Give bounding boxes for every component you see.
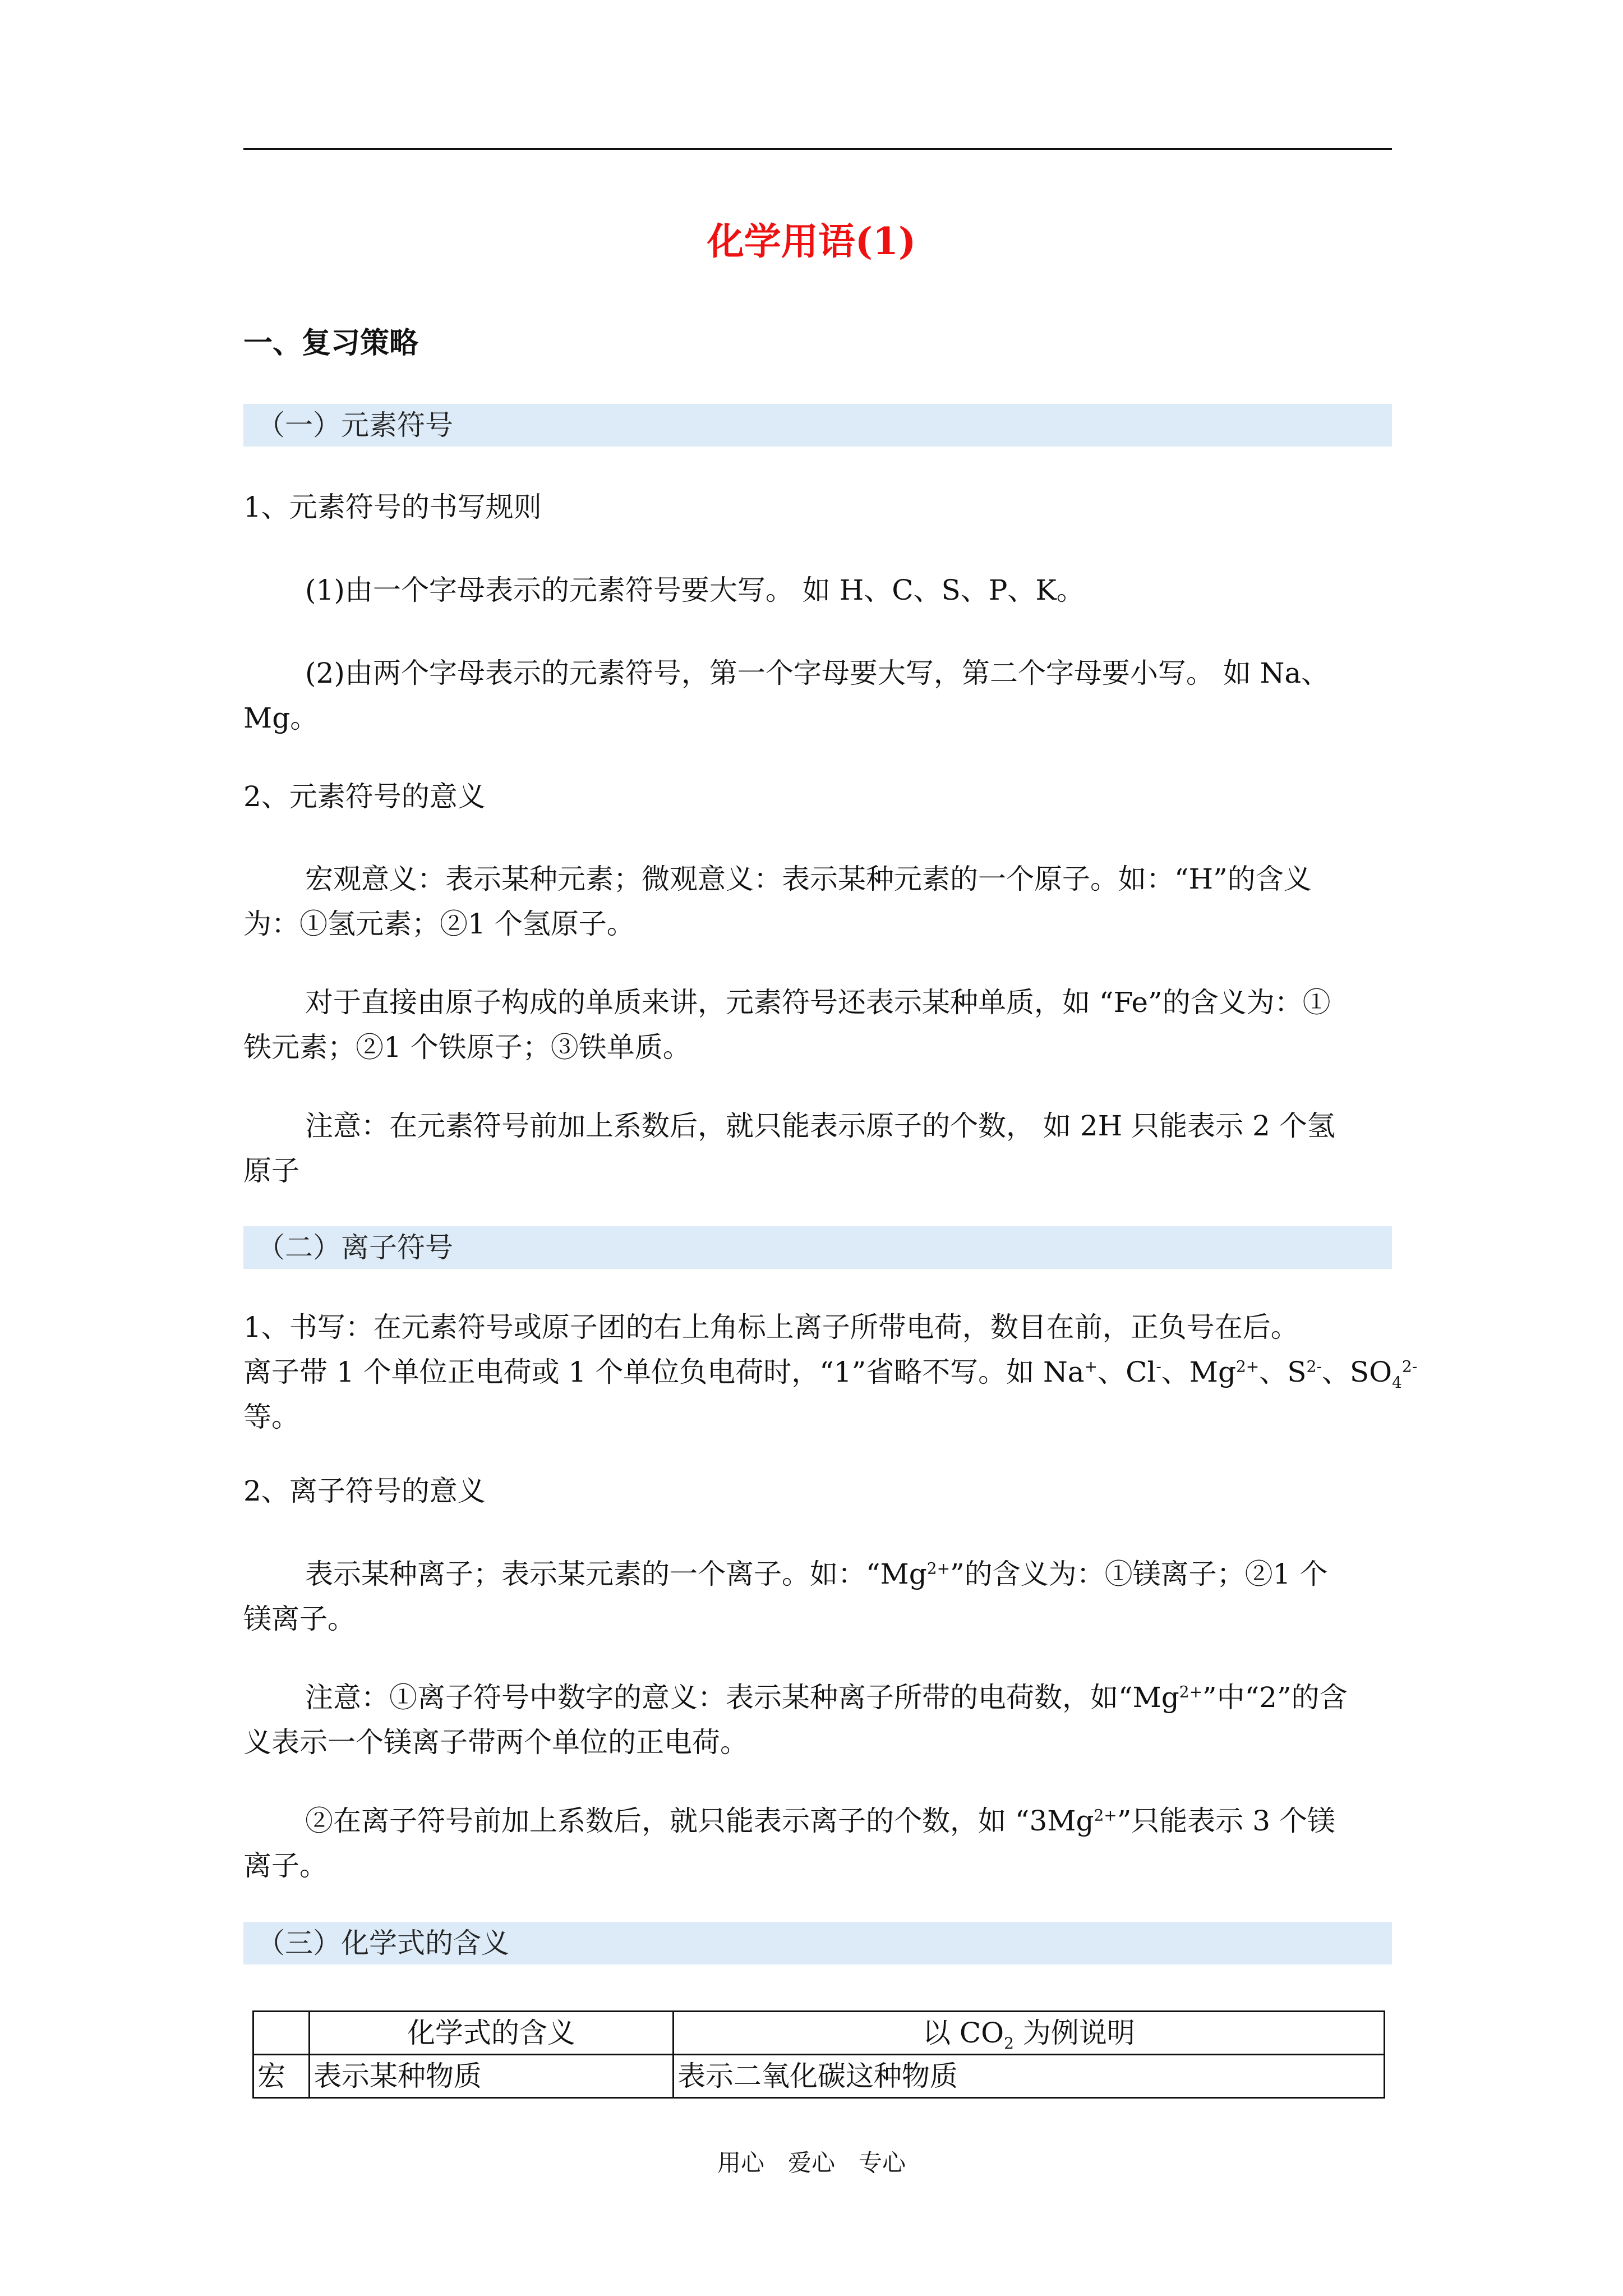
table-cell: 表示某种物质 — [309, 2055, 673, 2098]
text-line: 1、书写：在元素符号或原子团的右上角标上离子所带电荷，数目在前，正负号在后。 — [243, 1311, 1299, 1343]
table-header-co2 — [673, 2012, 1384, 2055]
paragraph-writing-rules-heading — [243, 485, 1392, 530]
paragraph-ion-writing — [243, 1305, 1418, 1439]
text-line: 宏观意义：表示某种元素；微观意义：表示某种元素的一个原子。如：“H”的含义 — [305, 863, 1312, 895]
subsection-band-label: （一）元素符号 — [257, 409, 453, 441]
paragraph-rule-2 — [243, 651, 1392, 740]
ion-mg: Mg — [1189, 1356, 1236, 1388]
paragraph-macro-micro-meaning — [243, 857, 1392, 946]
charge-sup: 2+ — [1094, 1806, 1117, 1825]
ion-cl: Cl — [1126, 1356, 1156, 1388]
subsection-band-label: （三）化学式的含义 — [257, 1927, 509, 1959]
ion-so4: SO — [1349, 1356, 1393, 1388]
section-heading-review-strategy: 一、复习策略 — [243, 326, 419, 360]
separator: 、 — [1259, 1356, 1288, 1388]
paragraph-note-coefficient — [243, 1103, 1392, 1193]
subsection-band-element-symbols — [243, 404, 1392, 447]
subscript: 4 — [1392, 1373, 1402, 1392]
text-line: (2)由两个字母表示的元素符号，第一个字母要大写，第二个字母要小写。 如 Na、 — [305, 657, 1330, 689]
text-line: 注意：在元素符号前加上系数后，就只能表示原子的个数， 如 2H 只能表示 2 个氢 — [305, 1110, 1335, 1142]
text-line — [243, 1552, 1392, 1596]
subsection-band-formula-meaning — [243, 1922, 1392, 1964]
paragraph-elemental-substance — [243, 980, 1392, 1070]
text-segment: 为例说明 — [1014, 2017, 1135, 2049]
paragraph-ion-meaning-heading — [243, 1469, 1392, 1513]
paragraph-ion-note-1 — [243, 1675, 1392, 1765]
paragraph-ion-note-2 — [243, 1798, 1392, 1888]
charge-sup: - — [1156, 1357, 1161, 1376]
text-line — [243, 1798, 1392, 1843]
subsection-band-ion-symbols — [243, 1226, 1392, 1269]
separator: 、 — [1161, 1356, 1189, 1388]
text-line: 原子 — [243, 1154, 299, 1187]
paragraph-rule-1 — [243, 568, 1454, 613]
text-segment: 以 CO — [923, 2017, 1004, 2049]
table-row — [253, 2055, 1385, 2098]
table-header-meaning: 化学式的含义 — [309, 2012, 673, 2055]
formula-meaning-table — [252, 2010, 1385, 2099]
page-footer: 用心 爱心 专心 — [717, 2149, 906, 2177]
text-line: 等。 — [243, 1401, 299, 1433]
paragraph-ion-meaning — [243, 1552, 1392, 1641]
text-segment: ”的含义为：①镁离子；②1 个 — [950, 1558, 1328, 1590]
separator: 、 — [1098, 1356, 1126, 1388]
text-line: 为：①氢元素；②1 个氢原子。 — [243, 908, 635, 940]
ion-s: S — [1287, 1356, 1307, 1388]
subscript: 2 — [1004, 2034, 1014, 2053]
text-segment: ”中“2”的含 — [1202, 1681, 1348, 1714]
text-line: Mg。 — [243, 702, 319, 734]
table-cell: 表示二氧化碳这种物质 — [673, 2055, 1384, 2098]
text-line: 义表示一个镁离子带两个单位的正电荷。 — [243, 1726, 748, 1759]
text-segment: ②在离子符号前加上系数后，就只能表示离子的个数，如 “3Mg — [305, 1805, 1094, 1837]
table-cell: 宏 — [253, 2055, 310, 2098]
text-line: 铁元素；②1 个铁原子；③铁单质。 — [243, 1031, 691, 1064]
charge-sup: 2- — [1401, 1357, 1418, 1376]
page-title: 化学用语(1) — [707, 219, 916, 263]
ion-na: Na — [1043, 1356, 1085, 1388]
text-line: 2、离子符号的意义 — [243, 1475, 486, 1507]
header-rule — [243, 148, 1392, 150]
text-line: 1、元素符号的书写规则 — [243, 491, 542, 523]
text-line: 离子。 — [243, 1849, 328, 1882]
table-header-row — [253, 2012, 1385, 2055]
charge-sup: + — [1084, 1357, 1098, 1376]
text-line: 对于直接由原子构成的单质来讲，元素符号还表示某种单质，如 “Fe”的含义为：① — [305, 986, 1331, 1019]
paragraph-meaning-heading — [243, 774, 1392, 819]
text-segment: ”只能表示 3 个镁 — [1117, 1805, 1335, 1837]
subsection-band-label: （二）离子符号 — [257, 1231, 453, 1264]
charge-sup: 2- — [1306, 1357, 1322, 1376]
text-line — [243, 1675, 1392, 1720]
text-line: (1)由一个字母表示的元素符号要大写。 如 H、C、S、P、K。 — [305, 574, 1085, 606]
table-header-blank — [253, 2012, 310, 2055]
text-segment: 离子带 1 个单位正电荷或 1 个单位负电荷时，“1”省略不写。如 — [243, 1356, 1044, 1388]
text-line: 2、元素符号的意义 — [243, 780, 486, 813]
separator: 、 — [1321, 1356, 1350, 1388]
charge-sup: 2+ — [1235, 1357, 1260, 1376]
text-line-ion-examples — [243, 1350, 1418, 1395]
text-segment: 表示某种离子；表示某元素的一个离子。如：“Mg — [305, 1558, 927, 1590]
text-segment: 注意：①离子符号中数字的意义：表示某种离子所带的电荷数，如“Mg — [305, 1681, 1179, 1714]
charge-sup: 2+ — [926, 1559, 951, 1578]
charge-sup: 2+ — [1179, 1682, 1203, 1701]
text-line: 镁离子。 — [243, 1603, 356, 1635]
